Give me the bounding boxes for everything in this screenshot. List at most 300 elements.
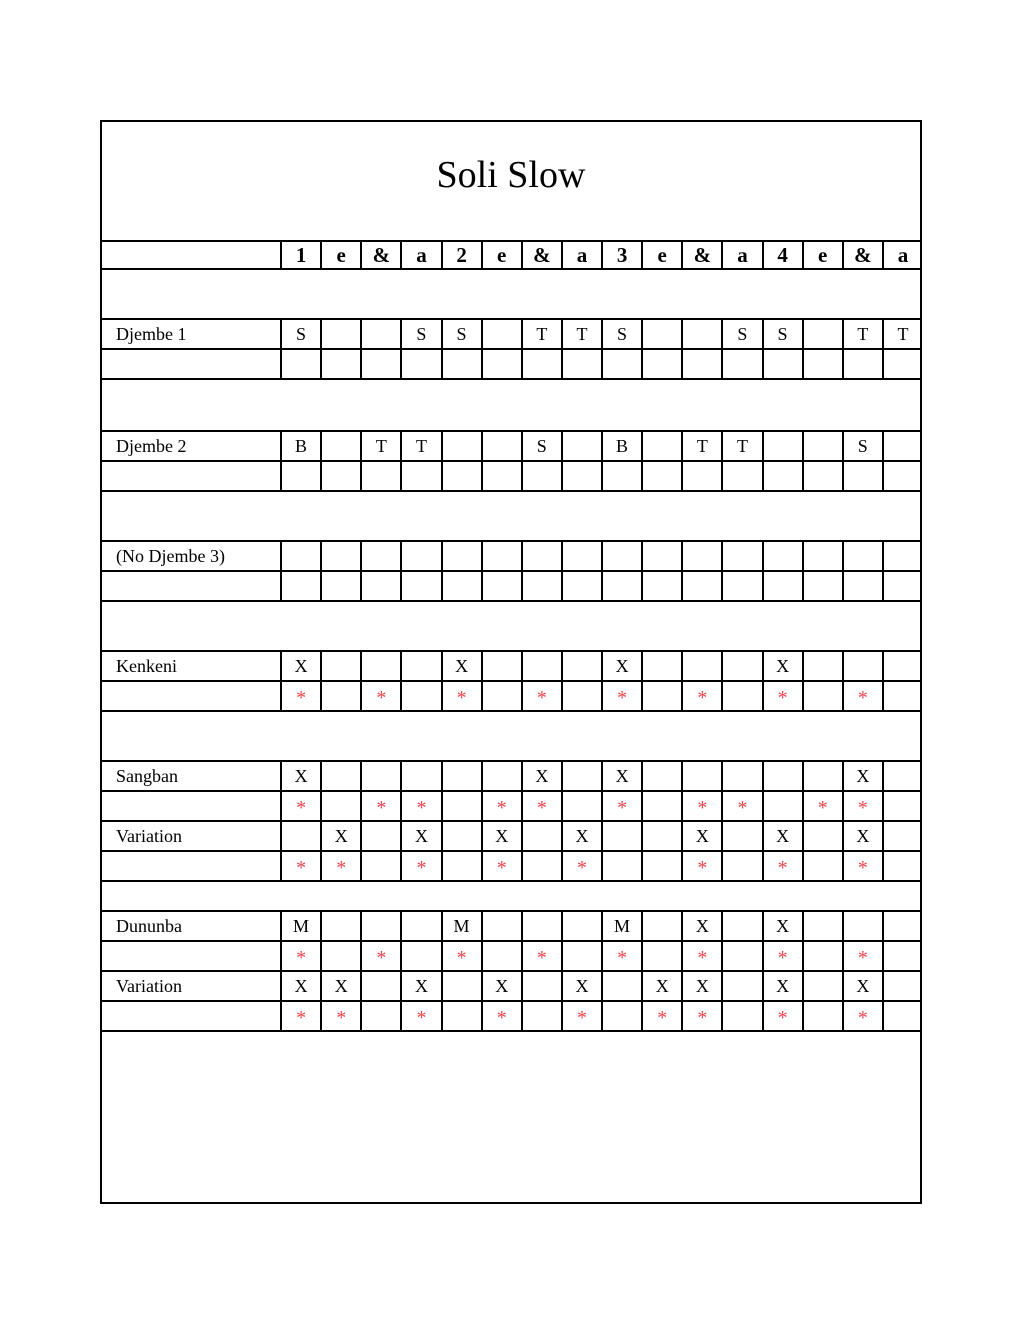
beat-cell — [882, 822, 922, 850]
beat-cell — [360, 822, 400, 850]
beat-cell — [441, 462, 481, 490]
count-star-cell: * — [481, 852, 521, 880]
count-star-cell: * — [481, 792, 521, 820]
beat-cell: X — [681, 822, 721, 850]
beat-cell — [882, 572, 922, 600]
beat-cell — [641, 912, 681, 940]
count-star-cell: * — [400, 792, 440, 820]
beat-cell — [280, 572, 320, 600]
beat-cell — [882, 652, 922, 680]
beat-cell: T — [721, 432, 761, 460]
beat-cell: X — [280, 652, 320, 680]
beat-cell — [802, 432, 842, 460]
beat-cell — [521, 972, 561, 1000]
count-star-cell: * — [360, 792, 400, 820]
beat-cell — [641, 350, 681, 378]
instrument-label — [100, 462, 280, 490]
beat-cell — [641, 572, 681, 600]
beat-cell — [521, 1002, 561, 1030]
beat-cell — [360, 572, 400, 600]
count-row — [100, 942, 922, 972]
beat-cell — [882, 972, 922, 1000]
beat-cell — [721, 1002, 761, 1030]
beat-cell: S — [842, 432, 882, 460]
beat-cell: T — [400, 432, 440, 460]
beat-header-row — [100, 240, 922, 270]
count-star-cell: * — [441, 942, 481, 970]
beat-cell — [842, 652, 882, 680]
beat-cell — [842, 350, 882, 378]
beat-cell — [762, 462, 802, 490]
instrument-label — [100, 350, 280, 378]
beat-cell — [882, 852, 922, 880]
count-star-cell: * — [842, 942, 882, 970]
count-row — [100, 852, 922, 882]
beat-cell — [320, 462, 360, 490]
beat-cell — [721, 852, 761, 880]
beat-cells — [280, 762, 922, 790]
beat-cell — [320, 350, 360, 378]
beat-cell — [601, 972, 641, 1000]
beat-header-cell: e — [802, 242, 842, 268]
beat-cell — [561, 572, 601, 600]
beat-cell: S — [721, 320, 761, 348]
beat-cell — [320, 912, 360, 940]
beat-cell — [601, 572, 641, 600]
beat-cell — [400, 682, 440, 710]
beat-cell — [521, 462, 561, 490]
beat-cell: X — [842, 762, 882, 790]
beat-cell — [802, 682, 842, 710]
beat-cell: X — [481, 822, 521, 850]
count-star-cell: * — [280, 942, 320, 970]
instrument-row — [100, 320, 922, 350]
instrument-label — [100, 792, 280, 820]
beat-cells — [280, 822, 922, 850]
beat-cell — [882, 762, 922, 790]
count-star-cell: * — [280, 852, 320, 880]
beat-cell — [882, 942, 922, 970]
count-star-cell: * — [681, 1002, 721, 1030]
beat-cell — [802, 542, 842, 570]
beat-cell — [882, 542, 922, 570]
section-gap — [100, 602, 922, 652]
beat-cell — [400, 762, 440, 790]
beat-cell — [721, 350, 761, 378]
count-star-cell: * — [762, 852, 802, 880]
beat-cell — [320, 542, 360, 570]
beat-cell — [400, 652, 440, 680]
beat-cell — [641, 462, 681, 490]
beat-cell: X — [320, 972, 360, 1000]
beat-header-cell: a — [882, 242, 922, 268]
beat-cell — [400, 462, 440, 490]
instrument-row — [100, 762, 922, 792]
beat-header-cell: e — [641, 242, 681, 268]
beat-header-cell: a — [400, 242, 440, 268]
beat-cell — [320, 320, 360, 348]
count-row — [100, 792, 922, 822]
beat-cell — [601, 462, 641, 490]
beat-cells — [280, 792, 922, 820]
beat-cell — [681, 762, 721, 790]
beat-cell — [400, 912, 440, 940]
beat-header-cell: e — [481, 242, 521, 268]
instrument-row — [100, 432, 922, 462]
count-star-cell: * — [320, 852, 360, 880]
page-title: Soli Slow — [436, 154, 586, 196]
beat-cell: T — [882, 320, 922, 348]
instrument-label: Djembe 2 — [116, 435, 187, 456]
count-star-cell: * — [842, 792, 882, 820]
beat-cell — [681, 542, 721, 570]
beat-cell — [641, 852, 681, 880]
beat-cell — [441, 350, 481, 378]
count-star-cell: * — [762, 942, 802, 970]
beat-cell — [882, 682, 922, 710]
instrument-row — [100, 542, 922, 572]
count-star-cell: * — [601, 942, 641, 970]
count-star-cell: * — [400, 852, 440, 880]
beat-cell — [802, 572, 842, 600]
beat-cell — [681, 320, 721, 348]
count-star-cell: * — [721, 792, 761, 820]
beat-cell — [641, 792, 681, 820]
beat-cell — [802, 1002, 842, 1030]
beat-cell: S — [280, 320, 320, 348]
beat-cell — [521, 542, 561, 570]
beat-cell: M — [280, 912, 320, 940]
beat-cell: X — [641, 972, 681, 1000]
beat-header-cell: 1 — [280, 242, 320, 268]
beat-cell — [521, 572, 561, 600]
instrument-label: Variation — [116, 975, 182, 996]
beat-cell — [481, 320, 521, 348]
count-row — [100, 682, 922, 712]
beat-cell — [721, 942, 761, 970]
count-star-cell: * — [842, 682, 882, 710]
beat-cell — [320, 942, 360, 970]
instrument-row — [100, 462, 922, 492]
beat-cell — [360, 762, 400, 790]
beat-cell: X — [400, 822, 440, 850]
beat-cell — [882, 462, 922, 490]
beat-cell: X — [280, 762, 320, 790]
beat-header-cell: a — [561, 242, 601, 268]
beat-cell: S — [400, 320, 440, 348]
beat-cell: S — [441, 320, 481, 348]
count-star-cell: * — [481, 1002, 521, 1030]
beat-cell — [481, 542, 521, 570]
beat-cell — [521, 822, 561, 850]
beat-header-cell: 4 — [762, 242, 802, 268]
beat-cell — [721, 572, 761, 600]
beat-cell — [681, 652, 721, 680]
beat-cell — [441, 792, 481, 820]
beat-cell — [601, 822, 641, 850]
beat-cell: X — [762, 912, 802, 940]
beat-cell — [721, 822, 761, 850]
beat-cell: X — [561, 972, 601, 1000]
beat-cell — [280, 350, 320, 378]
beat-cell — [360, 972, 400, 1000]
beat-cell: X — [601, 652, 641, 680]
instrument-row — [100, 912, 922, 942]
beat-cell — [561, 912, 601, 940]
beat-cell: S — [521, 432, 561, 460]
beat-cell — [842, 912, 882, 940]
beat-cell: S — [601, 320, 641, 348]
count-star-cell: * — [360, 942, 400, 970]
beat-cell: X — [400, 972, 440, 1000]
beat-cell: T — [681, 432, 721, 460]
count-star-cell: * — [681, 852, 721, 880]
count-star-cell: * — [681, 682, 721, 710]
beat-cell — [441, 762, 481, 790]
beat-cell — [681, 350, 721, 378]
beat-cell — [441, 432, 481, 460]
beat-cell: M — [601, 912, 641, 940]
beat-cells — [280, 682, 922, 710]
beat-cell — [280, 462, 320, 490]
instrument-row — [100, 972, 922, 1002]
beat-cells — [280, 972, 922, 1000]
count-star-cell: * — [601, 682, 641, 710]
beat-cell — [561, 462, 601, 490]
beat-cell — [842, 572, 882, 600]
beat-cells — [280, 942, 922, 970]
beat-cell — [521, 912, 561, 940]
beat-cell: T — [561, 320, 601, 348]
count-star-cell: * — [641, 1002, 681, 1030]
beat-cell — [441, 852, 481, 880]
beat-cell — [802, 972, 842, 1000]
beat-cell — [802, 462, 842, 490]
beat-cell — [802, 852, 842, 880]
beat-cell — [802, 912, 842, 940]
beat-cell — [561, 652, 601, 680]
beat-cell — [441, 542, 481, 570]
beat-cell — [601, 852, 641, 880]
beat-cell — [762, 792, 802, 820]
beat-cell: B — [280, 432, 320, 460]
count-star-cell: * — [601, 792, 641, 820]
instrument-label — [100, 852, 280, 880]
count-star-cell: * — [320, 1002, 360, 1030]
beat-cell — [481, 942, 521, 970]
beat-cell — [441, 1002, 481, 1030]
beat-header-cell: & — [521, 242, 561, 268]
count-star-cell: * — [802, 792, 842, 820]
beat-cell — [561, 542, 601, 570]
beat-cell — [481, 462, 521, 490]
section-gap — [100, 380, 922, 432]
beat-cell — [561, 682, 601, 710]
section-gap — [100, 712, 922, 762]
count-star-cell: * — [842, 852, 882, 880]
beat-cell: X — [762, 822, 802, 850]
beat-cell — [882, 912, 922, 940]
beat-cell — [441, 972, 481, 1000]
beat-cell — [481, 912, 521, 940]
beat-cell — [320, 432, 360, 460]
instrument-label — [100, 682, 280, 710]
beat-cell — [320, 762, 360, 790]
beat-cell — [641, 320, 681, 348]
beat-cell — [441, 822, 481, 850]
beat-cell: X — [842, 972, 882, 1000]
beat-cell: X — [280, 972, 320, 1000]
instrument-label — [100, 942, 280, 970]
beat-cell — [721, 462, 761, 490]
beat-cell — [521, 350, 561, 378]
beat-header-cell: & — [842, 242, 882, 268]
beat-cell: X — [601, 762, 641, 790]
beat-cell: X — [762, 652, 802, 680]
beat-cells — [280, 462, 922, 490]
beat-cell — [400, 350, 440, 378]
beat-cell — [641, 652, 681, 680]
count-star-cell: * — [360, 682, 400, 710]
count-star-cell: * — [521, 792, 561, 820]
count-star-cell: * — [521, 682, 561, 710]
beat-cell — [721, 762, 761, 790]
beat-cell — [681, 572, 721, 600]
beat-cell — [521, 852, 561, 880]
beat-cells — [280, 542, 922, 570]
instrument-label — [100, 572, 280, 600]
beat-cell: X — [681, 912, 721, 940]
beat-cell: T — [521, 320, 561, 348]
count-star-cell: * — [561, 1002, 601, 1030]
beat-cell — [360, 912, 400, 940]
beat-cells — [280, 432, 922, 460]
beat-cell — [481, 762, 521, 790]
beat-cell — [280, 822, 320, 850]
beat-cell: X — [481, 972, 521, 1000]
beat-header-cell: & — [681, 242, 721, 268]
beat-cell — [721, 542, 761, 570]
beat-cell: T — [842, 320, 882, 348]
count-star-cell: * — [400, 1002, 440, 1030]
beat-cell — [721, 912, 761, 940]
count-star-cell: * — [521, 942, 561, 970]
beat-cell — [802, 942, 842, 970]
beat-cell — [481, 682, 521, 710]
beat-cell — [641, 822, 681, 850]
beat-cells — [280, 652, 922, 680]
beat-cell — [561, 762, 601, 790]
beat-cell — [400, 942, 440, 970]
count-star-cell: * — [681, 792, 721, 820]
count-star-cell: * — [280, 792, 320, 820]
beat-cell — [762, 762, 802, 790]
count-star-cell: * — [842, 1002, 882, 1030]
instrument-row — [100, 572, 922, 602]
beat-cell — [641, 682, 681, 710]
beat-cells — [280, 852, 922, 880]
beat-cell — [882, 1002, 922, 1030]
beat-cell — [320, 682, 360, 710]
beat-header-cell: a — [721, 242, 761, 268]
count-star-cell: * — [561, 852, 601, 880]
beat-cell — [561, 942, 601, 970]
beat-cell: X — [320, 822, 360, 850]
section-gap — [100, 270, 922, 320]
beat-cell — [561, 432, 601, 460]
count-star-cell: * — [762, 682, 802, 710]
count-star-cell: * — [280, 1002, 320, 1030]
beat-cell — [842, 542, 882, 570]
instrument-row — [100, 652, 922, 682]
beat-header-cell: 3 — [601, 242, 641, 268]
beat-cell — [721, 652, 761, 680]
beat-cell — [360, 320, 400, 348]
beat-cell: X — [681, 972, 721, 1000]
beat-cell: X — [561, 822, 601, 850]
beat-cells — [280, 350, 922, 378]
beat-cell — [441, 572, 481, 600]
count-star-cell: * — [681, 942, 721, 970]
beat-header-cell: 2 — [441, 242, 481, 268]
beat-header-cell: e — [320, 242, 360, 268]
beat-cell — [400, 542, 440, 570]
beat-cell — [601, 350, 641, 378]
beat-cell — [802, 350, 842, 378]
beat-cell — [481, 652, 521, 680]
beat-header-cells — [280, 242, 922, 268]
beat-cell — [882, 432, 922, 460]
beat-cell — [641, 542, 681, 570]
instrument-row — [100, 822, 922, 852]
beat-cell — [481, 432, 521, 460]
beat-cell: X — [521, 762, 561, 790]
beat-cell — [641, 432, 681, 460]
instrument-label: Variation — [116, 825, 182, 846]
beat-cells — [280, 912, 922, 940]
beat-header-cell: & — [360, 242, 400, 268]
instrument-label: (No Djembe 3) — [116, 545, 225, 566]
instrument-label: Djembe 1 — [116, 323, 187, 344]
beat-cell — [882, 792, 922, 820]
beat-cell — [481, 572, 521, 600]
section-gap — [100, 492, 922, 542]
beat-cell — [360, 462, 400, 490]
beat-cell — [521, 652, 561, 680]
beat-cell: B — [601, 432, 641, 460]
beat-cell — [762, 572, 802, 600]
beat-cell — [360, 542, 400, 570]
beat-cell — [802, 822, 842, 850]
beat-cell — [360, 852, 400, 880]
beat-cell — [762, 542, 802, 570]
beat-cells — [280, 320, 922, 348]
beat-cell: T — [360, 432, 400, 460]
beat-cell — [802, 320, 842, 348]
rhythm-grid — [100, 240, 922, 1032]
beat-cell — [762, 350, 802, 378]
beat-cell — [802, 652, 842, 680]
beat-cell: X — [441, 652, 481, 680]
beat-cell: M — [441, 912, 481, 940]
beat-cell — [320, 792, 360, 820]
beat-cell — [561, 792, 601, 820]
beat-cell — [721, 682, 761, 710]
beat-cell — [762, 432, 802, 460]
beat-cell — [360, 1002, 400, 1030]
beat-cell — [641, 762, 681, 790]
header-label — [100, 242, 280, 268]
